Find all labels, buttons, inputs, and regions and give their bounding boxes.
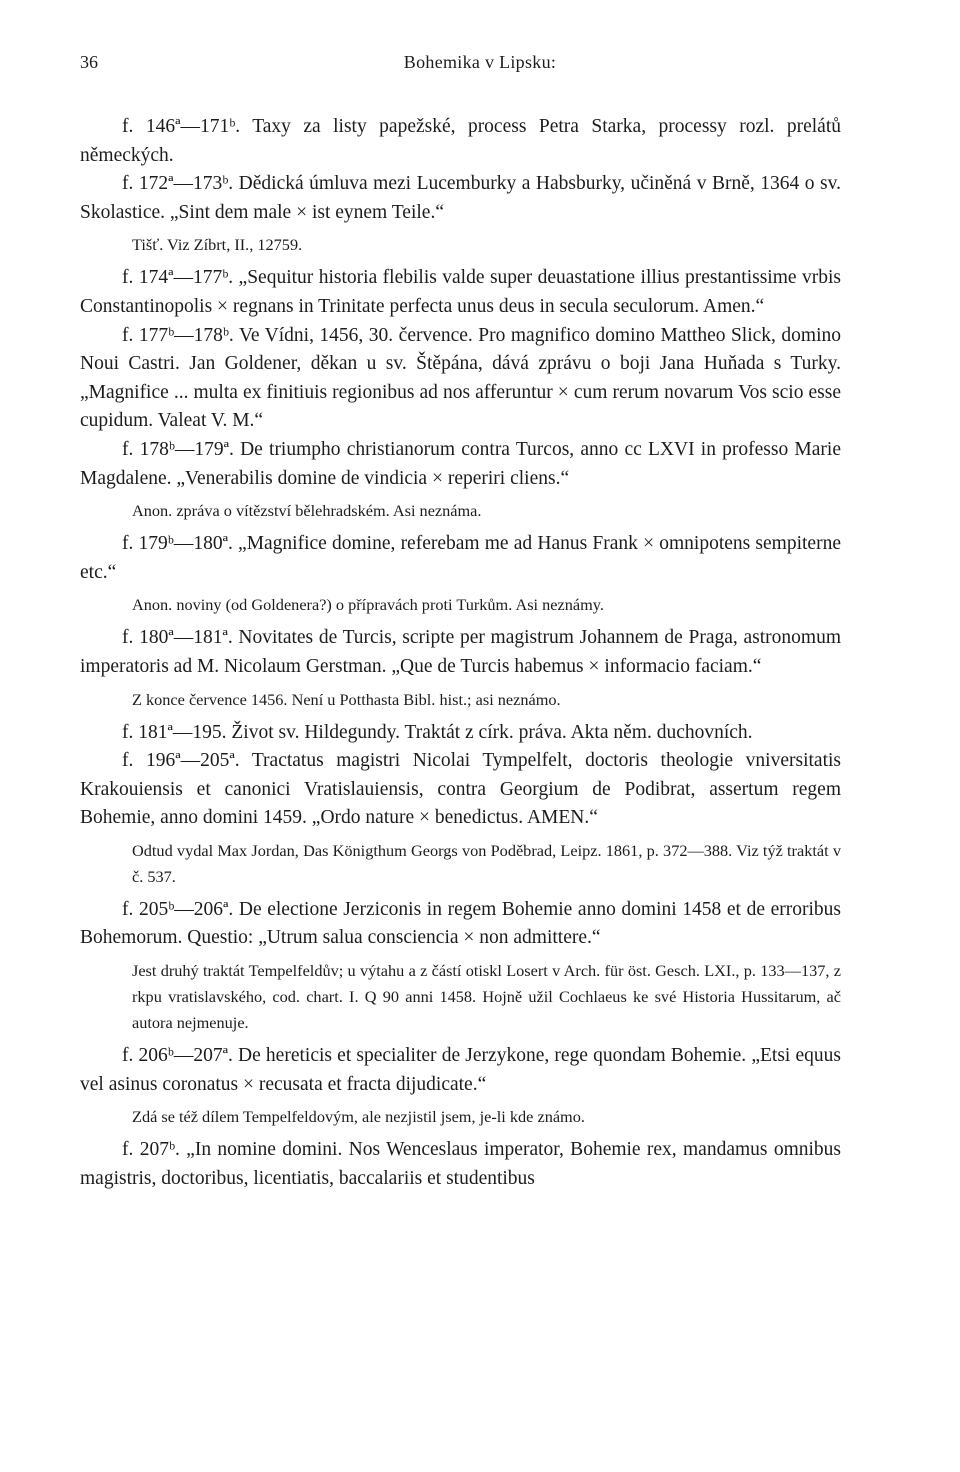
entry-text: f. 172ª—173ᵇ. Dědická úmluva mezi Lucemburky a Habsburky, učiněná v Brně, 1364 o sv. Skolastice. „Sint dem male × ist eynem Teile.“ [80,173,841,223]
entry-text: f. 177ᵇ—178ᵇ. Ve Vídni, 1456, 30. července. Pro magnifico domino Mattheo Slick, domino Noui Castri. Jan Goldener, děkan u sv. Štěpána, dává zprávu o boji Jana Huňada s Turky. „Magnifice ... multa ex finitiuis regionibus ad nos afferuntur × cum rerum novarum Vos scio esse cupidum. Valeat V. M.“ [80,324,841,432]
catalog-entry [80,170,841,258]
entry-text: f. 206ᵇ—207ª. De hereticis et specialiter de Jerzykone, rege quondam Bohemie. „Etsi equus vel asinus coronatus × recusata et fracta dijudicate.“ [80,1045,841,1095]
catalog-entry [80,896,841,1036]
catalog-entry [80,719,841,748]
catalog-entry [80,113,841,170]
entry-note: Tišť. Viz Zíbrt, II., 12759. [132,235,303,255]
entry-text: f. 181ª—195. Život sv. Hildegundy. Traktát z círk. práva. Akta něm. duchovních. [122,721,753,743]
page-number: 36 [80,52,98,72]
entry-text: f. 180ª—181ª. Novitates de Turcis, scripte per magistrum Johannem de Praga, astronomum imperatoris ad M. Nicolaum Gerstman. „Que de Turcis habemus × informacio faciam.“ [80,627,841,677]
entry-text: f. 205ᵇ—206ª. De electione Jerziconis in regem Bohemie anno domini 1458 et de erroribus Bohemorum. Questio: „Utrum salua consciencia × non admittere.“ [80,898,841,949]
entry-note: Anon. zpráva o vítězství bělehradském. Asi neznáma. [132,501,482,521]
entry-text: f. 179ᵇ—180ª. „Magnifice domine, referebam me ad Hanus Frank × omnipotens sempiterne etc.“ [80,533,841,583]
catalog-entry [80,624,841,712]
page-header [80,52,880,82]
entry-note: Jest druhý traktát Tempelfeldův; u výtahu a z částí otiskl Losert v Arch. für öst. Gesch. LXI., p. 133—137, z rkpu vratislavského, cod. chart. I. Q 90 anni 1458. Hojně užil Cochlaeus ke své Historia Hussitarum, ač autora nejmenuje. [132,961,841,1033]
catalog-entry [80,1136,841,1193]
catalog-entry [80,436,841,524]
entry-text: f. 196ª—205ª. Tractatus magistri Nicolai Tympelfelt, doctoris theologie vniversitatis Krakouiensis et canonici Vratislauiensis, contra Georgium de Podibrat, assertum regem Bohemie, anno domini 1459. „Ordo nature × benedictus. AMEN.“ [80,750,841,829]
entry-text: f. 178ᵇ—179ª. De triumpho christianorum contra Turcos, anno cc LXVI in professo Marie Magdalene. „Venerabilis domine de vindicia × reperiri cliens.“ [80,438,841,489]
entry-note: Anon. noviny (od Goldenera?) o přípravách proti Turkům. Asi neznámy. [132,595,604,615]
catalog-body [80,113,841,1193]
catalog-entry [80,530,841,618]
entry-note: Z konce července 1456. Není u Potthasta Bibl. hist.; asi neznámo. [132,689,561,709]
catalog-entry [80,1042,841,1130]
entry-note: Zdá se též dílem Tempelfeldovým, ale nezjistil jsem, je-li kde známo. [132,1107,585,1127]
running-title: Bohemika v Lipsku: [403,52,557,72]
entry-text: f. 174ª—177ᵇ. „Sequitur historia flebilis valde super deuastatione illius prestantissime vrbis Constantinopolis × regnans in Trinitate perfecta unus deus in secula seculorum. Amen.“ [80,267,841,317]
catalog-entry [80,322,841,436]
entry-text: f. 146ª—171ᵇ. Taxy za listy papežské, process Petra Starka, processy rozl. prelátů německých. [80,116,841,166]
catalog-entry [80,747,841,890]
entry-note: Odtud vydal Max Jordan, Das Königthum Georgs von Poděbrad, Leipz. 1861, p. 372—388. Viz týž traktát v č. 537. [132,840,841,886]
entry-text: f. 207ᵇ. „In nomine domini. Nos Wenceslaus imperator, Bohemie rex, mandamus omnibus magistris, doctoribus, licentiatis, baccalariis et studentibus [80,1139,841,1189]
catalog-entry [80,264,841,321]
